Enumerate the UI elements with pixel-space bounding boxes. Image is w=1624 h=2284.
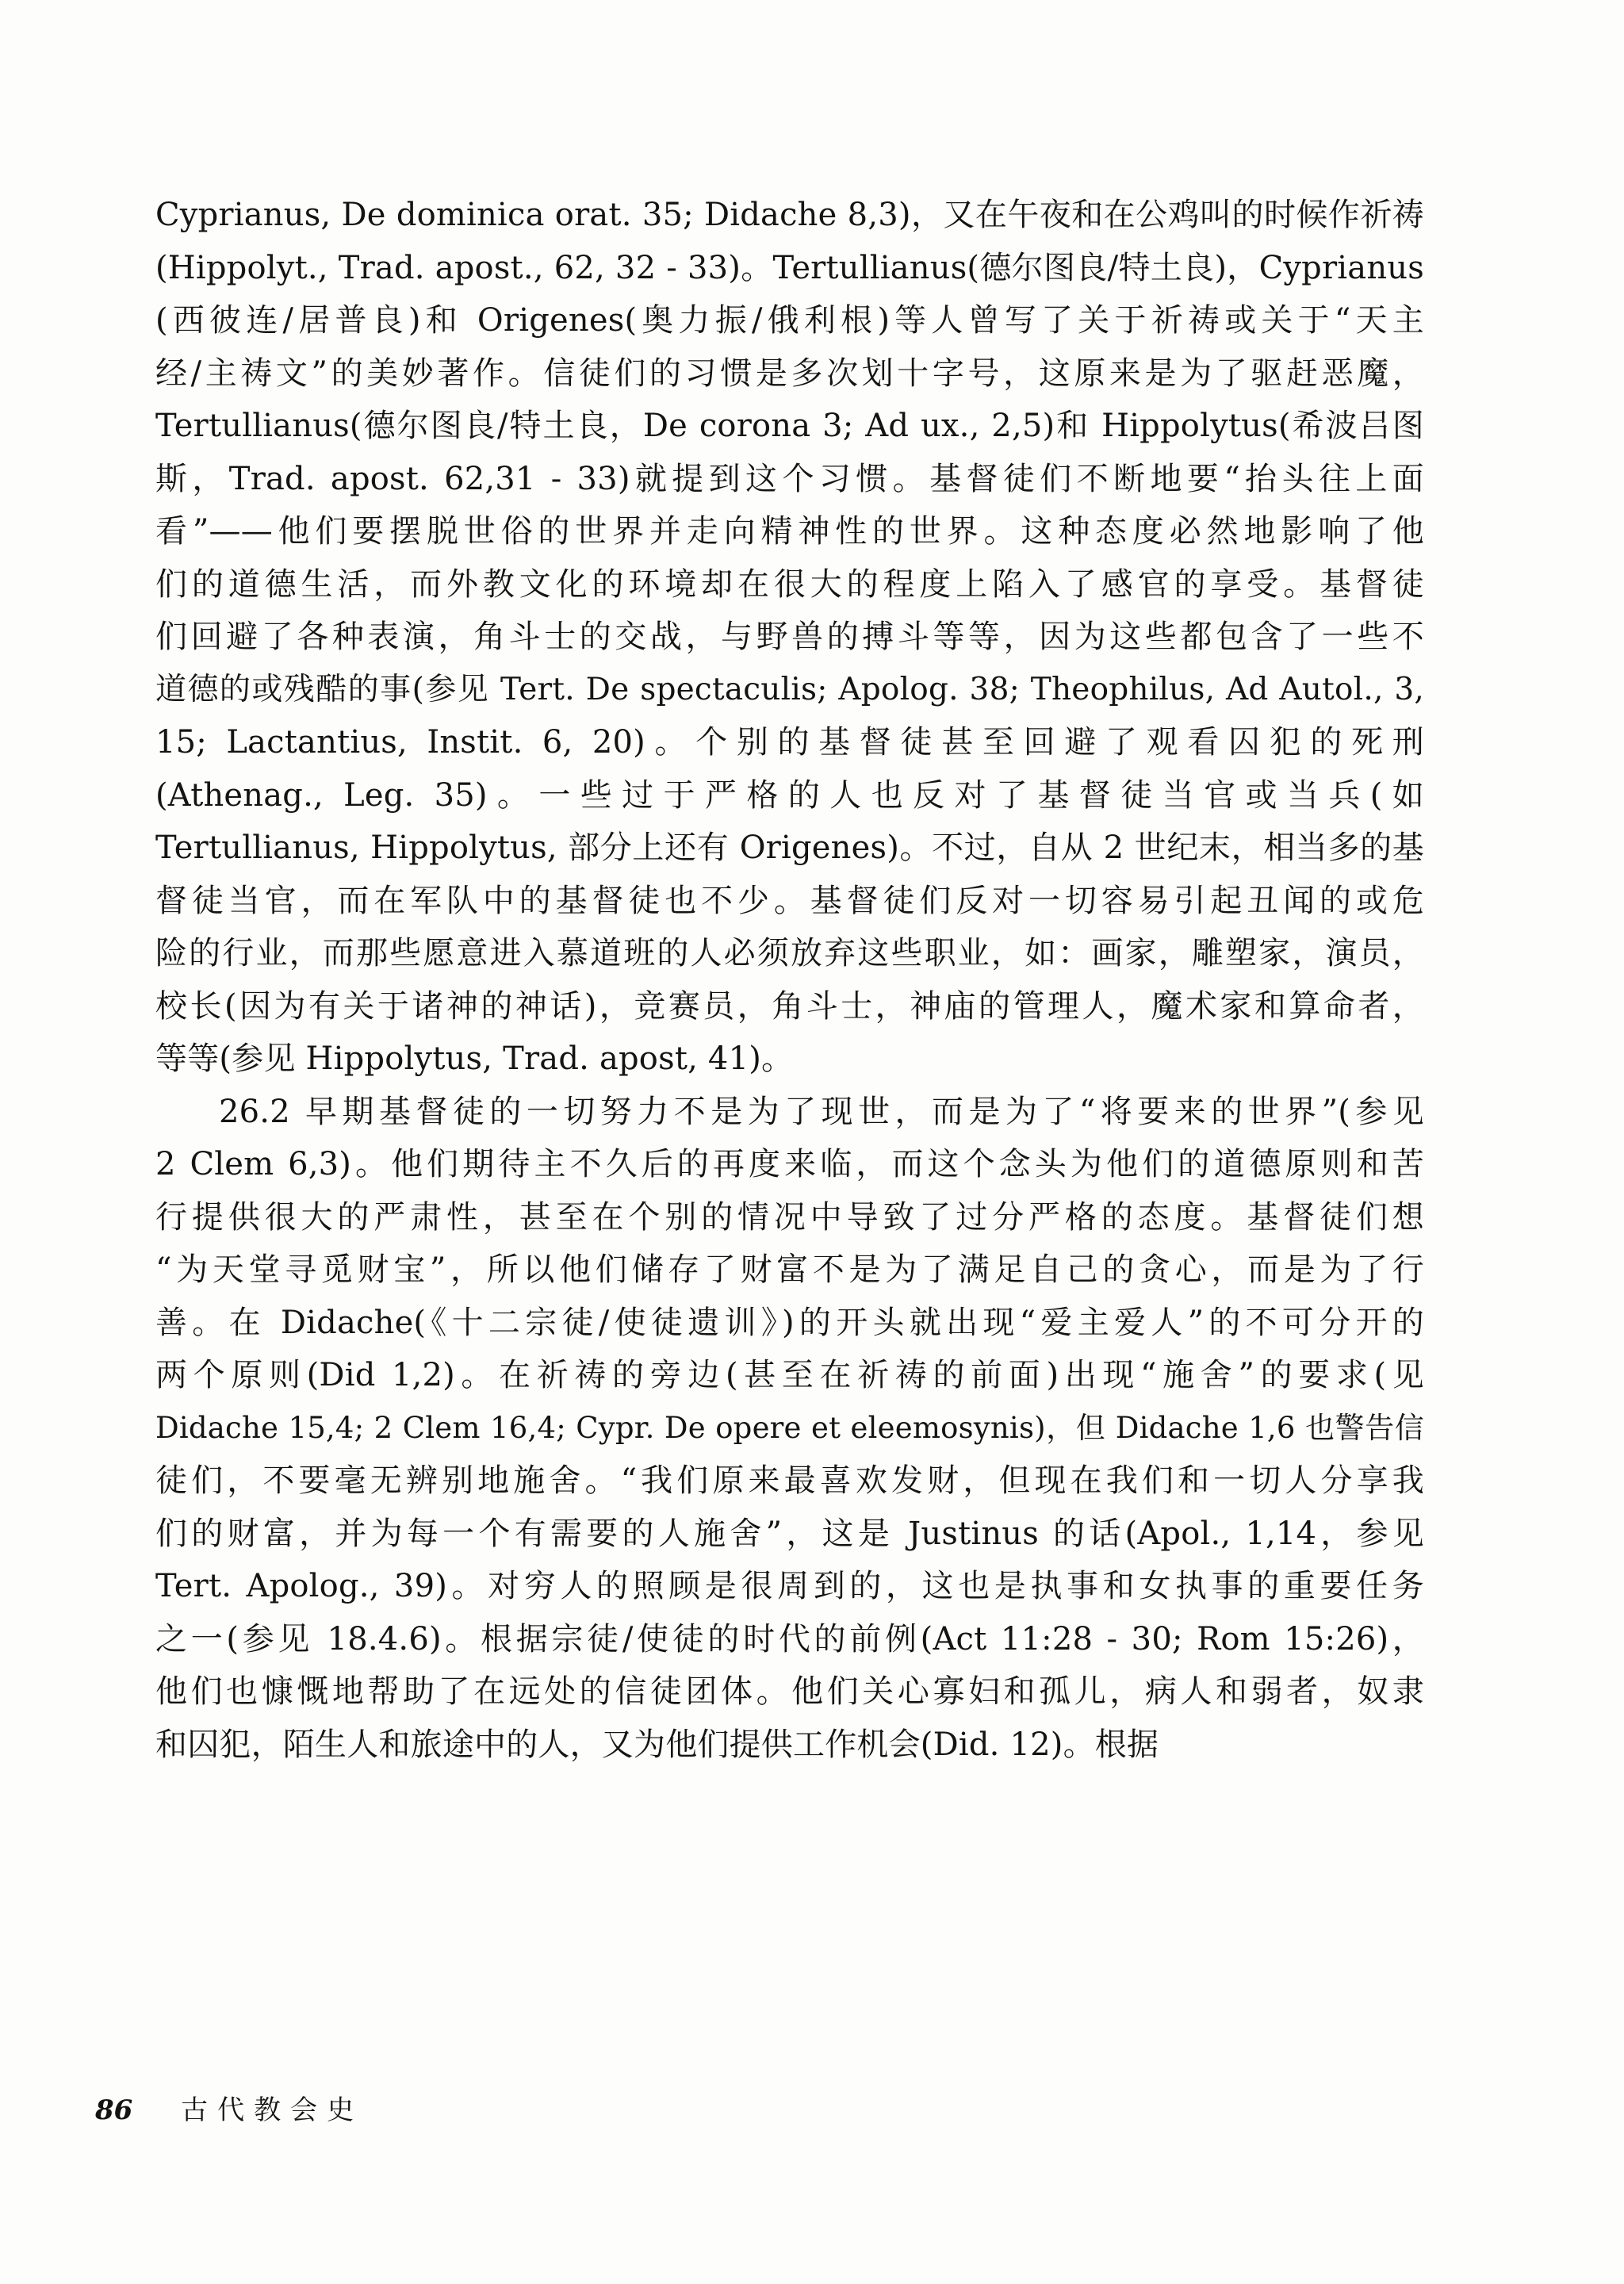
text-line: Tertullianus(德尔图良/特土良，De corona 3; Ad ux., 2,5)和 Hippolytus(希波吕图 <box>155 408 1424 444</box>
text-line: 行提供很大的严肃性，甚至在个别的情况中导致了过分严格的态度。基督徒们想 <box>155 1198 1424 1236</box>
text-line: 2 Clem 6,3)。他们期待主不久后的再度来临，而这个念头为他们的道德原则和苦 <box>155 1146 1424 1182</box>
text-line: 等等(参见 Hippolytus, Trad. apost, 41)。 <box>155 1040 794 1077</box>
text-line: 他们也慷慨地帮助了在远处的信徒团体。他们关心寡妇和孤儿，病人和弱者，奴隶 <box>155 1673 1424 1710</box>
text-line: 15; Lactantius, Instit. 6, 20)。个别的基督徒甚至回避了观看囚犯的死刑 <box>155 724 1424 761</box>
body-text <box>155 189 1424 1771</box>
text-line: Tertullianus, Hippolytus, 部分上还有 Origenes)。不过，自从 2 世纪末，相当多的基 <box>155 830 1424 866</box>
text-line: 经/主祷文”的美妙著作。信徒们的习惯是多次划十字号，这原来是为了驱赶恶魔， <box>155 354 1424 392</box>
paragraph <box>155 189 1424 1086</box>
text-line: 督徒当官，而在军队中的基督徒也不少。基督徒们反对一切容易引起丑闻的或危 <box>155 882 1424 919</box>
text-line: (Hippolyt., Trad. apost., 62, 32 - 33)。Tertullianus(德尔图良/特土良)，Cyprianus <box>155 249 1424 286</box>
text-line: 们的财富，并为每一个有需要的人施舍”，这是 Justinus 的话(Apol., 1,14，参见 <box>155 1515 1424 1552</box>
text-line: 校长(因为有关于诸神的神话)，竞赛员，角斗士，神庙的管理人，魔术家和算命者， <box>155 987 1424 1025</box>
text-line: Tert. Apolog., 39)。对穷人的照顾是很周到的，这也是执事和女执事的重要任务 <box>155 1568 1424 1604</box>
text-line: 道德的或残酷的事(参见 Tert. De spectaculis; Apolog. 38; Theophilus, Ad Autol., 3, <box>155 671 1424 707</box>
text-line: 两个原则(Did 1,2)。在祈祷的旁边(甚至在祈祷的前面)出现“施舍”的要求(见 <box>155 1357 1424 1393</box>
text-line: (西彼连/居普良)和 Origenes(奥力振/俄利根)等人曾写了关于祈祷或关于“天主 <box>155 302 1424 339</box>
text-line: 之一(参见 18.4.6)。根据宗徒/使徒的时代的前例(Act 11:28 - 30; Rom 15:26)， <box>155 1620 1424 1657</box>
page-number: 86 <box>95 2094 133 2126</box>
text-line: Didache 15,4; 2 Clem 16,4; Cypr. De opere et eleemosynis)，但 Didache 1,6 也警告信 <box>155 1410 1424 1445</box>
text-line: (Athenag., Leg. 35)。一些过于严格的人也反对了基督徒当官或当兵(如 <box>155 776 1424 814</box>
text-line: 26.2 早期基督徒的一切努力不是为了现世，而是为了“将要来的世界”(参见 <box>219 1093 1424 1130</box>
text-line: 们回避了各种表演，角斗士的交战，与野兽的搏斗等等，因为这些都包含了一些不 <box>155 619 1424 655</box>
page-footer <box>95 2090 363 2130</box>
text-line: 善。在 Didache(《十二宗徒/使徒遗训》)的开头就出现“爱主爱人”的不可分开的 <box>155 1304 1424 1341</box>
paragraph <box>155 1086 1424 1772</box>
text-line: 看”——他们要摆脱世俗的世界并走向精神性的世界。这种态度必然地影响了他 <box>155 513 1424 550</box>
text-line: 险的行业，而那些愿意进入慕道班的人必须放弃这些职业，如：画家，雕塑家，演员， <box>155 935 1424 971</box>
running-title: 古代教会史 <box>181 2094 364 2126</box>
text-line: 徒们，不要毫无辨别地施舍。“我们原来最喜欢发财，但现在我们和一切人分享我 <box>155 1462 1424 1499</box>
text-line: 和囚犯，陌生人和旅途中的人，又为他们提供工作机会(Did. 12)。根据 <box>155 1726 1159 1763</box>
text-line: 斯，Trad. apost. 62,31 - 33)就提到这个习惯。基督徒们不断地要“抬头往上面 <box>155 460 1424 497</box>
text-line: 们的道德生活，而外教文化的环境却在很大的程度上陷入了感官的享受。基督徒 <box>155 565 1424 603</box>
text-line: Cyprianus, De dominica orat. 35; Didache 8,3)，又在午夜和在公鸡叫的时候作祈祷 <box>155 197 1424 233</box>
text-line: “为天堂寻觅财宝”，所以他们储存了财富不是为了满足自己的贪心，而是为了行 <box>155 1251 1424 1288</box>
